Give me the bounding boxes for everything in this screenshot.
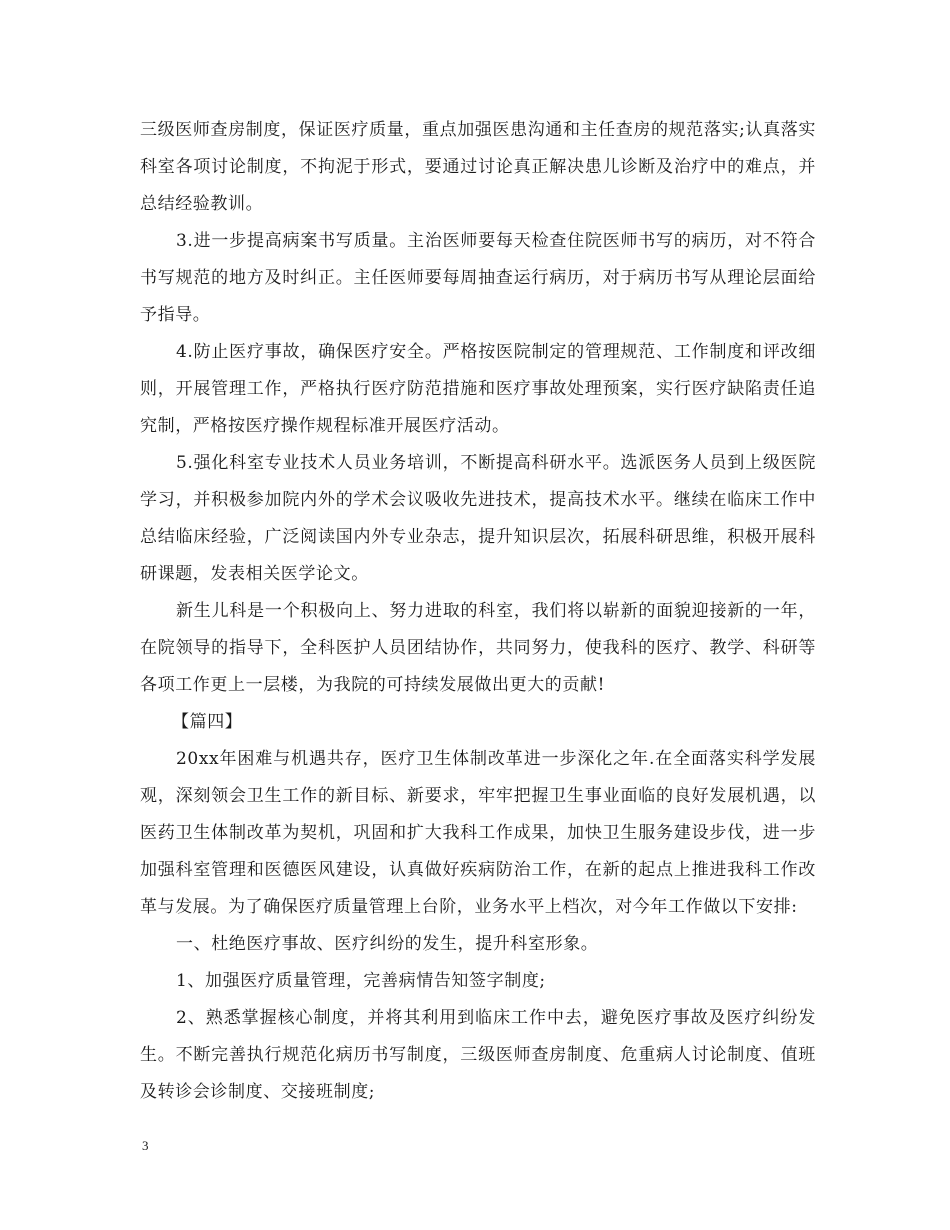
paragraph: 三级医师查房制度，保证医疗质量，重点加强医患沟通和主任查房的规范落实;认真落实科室各项讨论制度，不拘泥于形式，要通过讨论真正解决患儿诊断及治疗中的难点，并总结经验教训。 [140, 120, 816, 214]
paragraph: 2、熟悉掌握核心制度，并将其利用到临床工作中去，避免医疗事故及医疗纠纷发生。不断完善执行规范化病历书写制度，三级医师查房制度、危重病人讨论制度、值班及转诊会诊制度、交接班制度; [140, 1008, 816, 1102]
paragraph: 4.防止医疗事故，确保医疗安全。严格按医院制定的管理规范、工作制度和评改细则，开展管理工作，严格执行医疗防范措施和医疗事故处理预案，实行医疗缺陷责任追究制，严格按医疗操作规程标准开展医疗活动。 [140, 342, 816, 436]
paragraph: 新生儿科是一个积极向上、努力进取的科室，我们将以崭新的面貌迎接新的一年，在院领导的指导下，全科医护人员团结协作，共同努力，使我科的医疗、教学、科研等各项工作更上一层楼，为我院的可持续发展做出更大的贡献! [140, 601, 816, 695]
paragraph: 20xx年困难与机遇共存，医疗卫生体制改革进一步深化之年.在全面落实科学发展观，深刻领会卫生工作的新目标、新要求，牢牢把握卫生事业面临的良好发展机遇，以医药卫生体制改革为契机，巩固和扩大我科工作成果，加快卫生服务建设步伐，进一步加强科室管理和医德医风建设，认真做好疾病防治工作，在新的起点上推进我科工作改革与发展。为了确保医疗质量管理上台阶，业务水平上档次，对今年工作做以下安排: [140, 749, 816, 917]
page-number: 3 [142, 1138, 149, 1153]
document-body [140, 112, 816, 1111]
paragraph: 5.强化科室专业技术人员业务培训，不断提高科研水平。选派医务人员到上级医院学习，并积极参加院内外的学术会议吸收先进技术，提高技术水平。继续在临床工作中总结临床经验，广泛阅读国内外专业杂志，提升知识层次，拓展科研思维，积极开展科研课题，发表相关医学论文。 [140, 453, 816, 584]
paragraph: 1、加强医疗质量管理，完善病情告知签字制度; [176, 971, 546, 991]
paragraph: 3.进一步提高病案书写质量。主治医师要每天检查住院医师书写的病历，对不符合书写规范的地方及时纠正。主任医师要每周抽查运行病历，对于病历书写从理论层面给予指导。 [140, 231, 816, 325]
paragraph: 一、杜绝医疗事故、医疗纠纷的发生，提升科室形象。 [176, 934, 599, 954]
section-heading: 【篇四】 [172, 712, 243, 732]
